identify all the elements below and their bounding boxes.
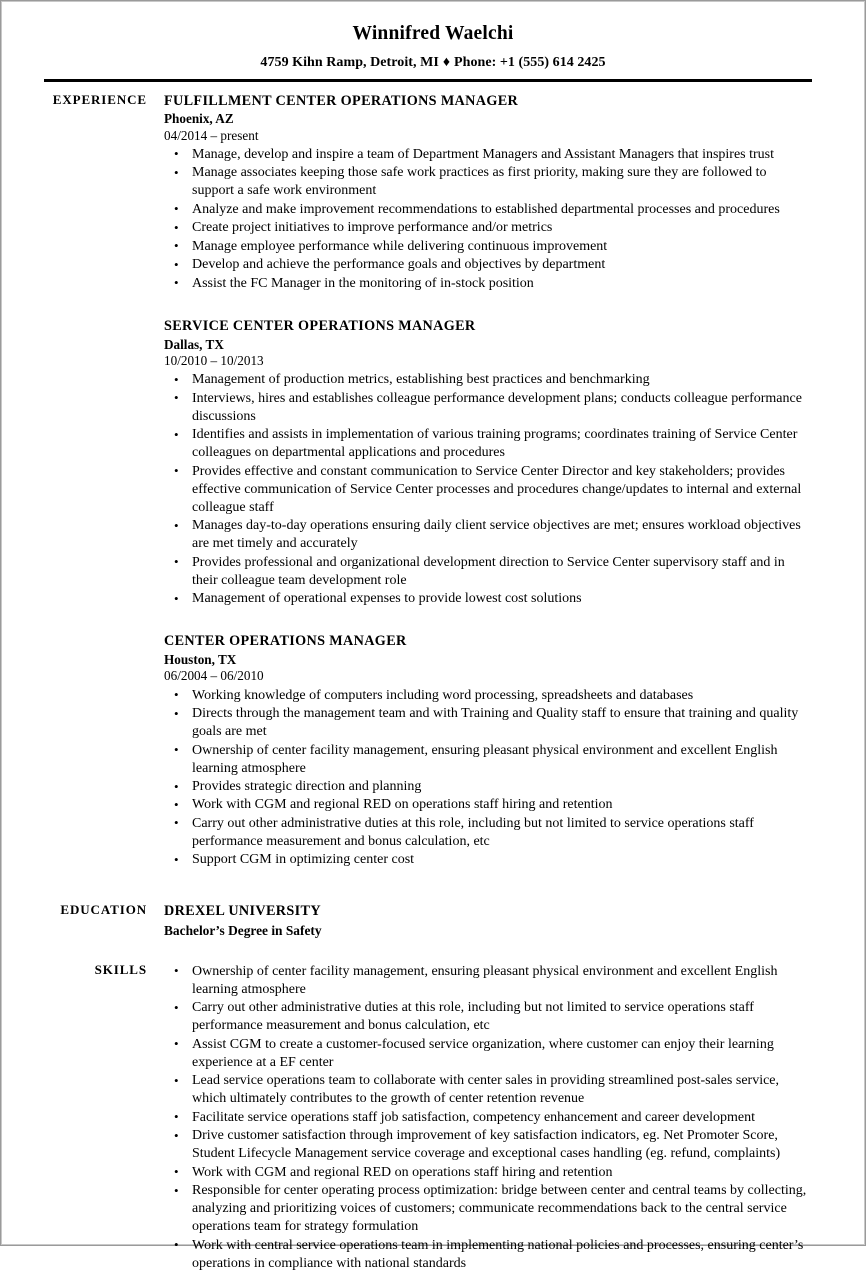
job-title: FULFILLMENT CENTER OPERATIONS MANAGER <box>164 92 519 109</box>
resume-body <box>2 93 864 1273</box>
job-bullet: • Ownership of center facility management, ensuring pleasant physical environment and excellent English learning atmosphere <box>164 742 808 778</box>
candidate-name: Winnifred Waelchi <box>352 23 514 44</box>
job-bullet: • Working knowledge of computers including word processing, spreadsheets and databases <box>164 687 808 705</box>
skill-bullet: • Assist CGM to create a customer-focused service organization, where customer can enjoy their learning experience at a EF center <box>164 1036 808 1072</box>
job-bullet: • Manage associates keeping those safe work practices as first priority, making sure they are followed to support a safe work environment <box>164 164 808 200</box>
job-dates: 06/2004 – 06/2010 <box>164 668 264 684</box>
job-bullet: • Provides strategic direction and planning <box>164 778 808 796</box>
job-bullet: • Manage employee performance while delivering continuous improvement <box>164 238 808 256</box>
contact-line <box>2 56 864 70</box>
job-bullet: • Manage, develop and inspire a team of Department Managers and Assistant Managers that inspires trust <box>164 146 808 164</box>
job-bullet: • Work with CGM and regional RED on operations staff hiring and retention <box>164 796 808 814</box>
section-label-skills: SKILLS <box>94 961 147 977</box>
contact-address: 4759 Kihn Ramp, Detroit, MI <box>260 54 439 70</box>
experience-entry <box>164 318 808 608</box>
section-experience <box>2 93 864 870</box>
experience-content <box>164 93 808 870</box>
education-content <box>164 903 808 939</box>
skill-bullet: • Drive customer satisfaction through improvement of key satisfaction indicators, eg. Net Promoter Score, Student Lifecycle Management service coverage and exceptional cases handling (eg. refund, complaints) <box>164 1127 808 1163</box>
job-bullet: • Management of production metrics, establishing best practices and benchmarking <box>164 371 808 389</box>
experience-entry <box>164 93 808 293</box>
resume-page-inner <box>1 1 865 1271</box>
job-bullet-list <box>164 687 808 870</box>
resume-header <box>2 2 864 70</box>
job-bullet: • Management of operational expenses to provide lowest cost solutions <box>164 590 808 608</box>
skills-content <box>164 963 808 1273</box>
education-degree: Bachelor’s Degree in Safety <box>164 923 322 939</box>
job-bullet: • Manages day-to-day operations ensuring daily client service objectives are met; ensures workload objectives are met timely and accurately <box>164 517 808 553</box>
job-dates: 10/2010 – 10/2013 <box>164 353 264 369</box>
job-location: Houston, TX <box>164 651 237 667</box>
job-bullet: • Analyze and make improvement recommendations to established departmental processes and procedures <box>164 201 808 219</box>
job-location: Phoenix, AZ <box>164 111 234 127</box>
skill-bullet: • Work with CGM and regional RED on operations staff hiring and retention <box>164 1164 808 1182</box>
job-bullet-list <box>164 371 808 608</box>
job-title: CENTER OPERATIONS MANAGER <box>164 633 407 650</box>
job-bullet: • Create project initiatives to improve performance and/or metrics <box>164 219 808 237</box>
job-bullet: • Carry out other administrative duties at this role, including but not limited to service operations staff performance measurement and bonus calculation, etc <box>164 815 808 851</box>
skills-bullet-list <box>164 963 808 1273</box>
job-title: SERVICE CENTER OPERATIONS MANAGER <box>164 317 476 334</box>
job-bullet: • Directs through the management team and with Training and Quality staff to ensure that training and quality goals are met <box>164 705 808 741</box>
skill-bullet: • Facilitate service operations staff job satisfaction, competency enhancement and career development <box>164 1109 808 1127</box>
contact-phone: Phone: +1 (555) 614 2425 <box>454 54 606 70</box>
section-label-experience: EXPERIENCE <box>52 91 147 107</box>
job-location: Dallas, TX <box>164 336 224 352</box>
skill-bullet: • Carry out other administrative duties at this role, including but not limited to service operations staff performance measurement and bonus calculation, etc <box>164 999 808 1035</box>
job-bullet: • Support CGM in optimizing center cost <box>164 851 808 869</box>
job-bullet: • Interviews, hires and establishes colleague performance development plans; conducts colleague performance discussions <box>164 390 808 426</box>
job-bullet: • Identifies and assists in implementation of various training programs; coordinates training of Service Center colleagues on departmental applications and procedures <box>164 426 808 462</box>
section-education <box>2 903 864 939</box>
education-school: DREXEL UNIVERSITY <box>164 903 321 920</box>
skill-bullet: • Work with central service operations team in implementing national policies and processes, ensuring center’s operations in compliance with national standards <box>164 1237 808 1273</box>
job-dates: 04/2014 – present <box>164 127 259 143</box>
skill-bullet: • Lead service operations team to collaborate with center sales in providing streamlined post-sales service, which ultimately contributes to the growth of center retention revenue <box>164 1072 808 1108</box>
job-bullet-list <box>164 146 808 293</box>
experience-entry <box>164 633 808 869</box>
header-divider-rule <box>44 79 812 82</box>
job-bullet: • Provides professional and organizational development direction to Service Center supervisory staff and in their colleague team development role <box>164 554 808 590</box>
job-bullet: • Provides effective and constant communication to Service Center Director and key stakeholders; provides effective communication of Service Center processes and procedures change/updates to internal and external colleague staff <box>164 463 808 517</box>
section-label-education: EDUCATION <box>60 902 147 918</box>
job-bullet: • Assist the FC Manager in the monitoring of in-stock position <box>164 275 808 293</box>
skill-bullet: • Responsible for center operating process optimization: bridge between center and central teams by collecting, analyzing and prioritizing voices of customers; communicate recommendations back to the central service operations team for strategy formulation <box>164 1182 808 1236</box>
section-skills <box>2 963 864 1273</box>
skill-bullet: • Ownership of center facility management, ensuring pleasant physical environment and excellent English learning atmosphere <box>164 963 808 999</box>
job-bullet: • Develop and achieve the performance goals and objectives by department <box>164 256 808 274</box>
diamond-separator-icon: ♦ <box>442 54 451 70</box>
